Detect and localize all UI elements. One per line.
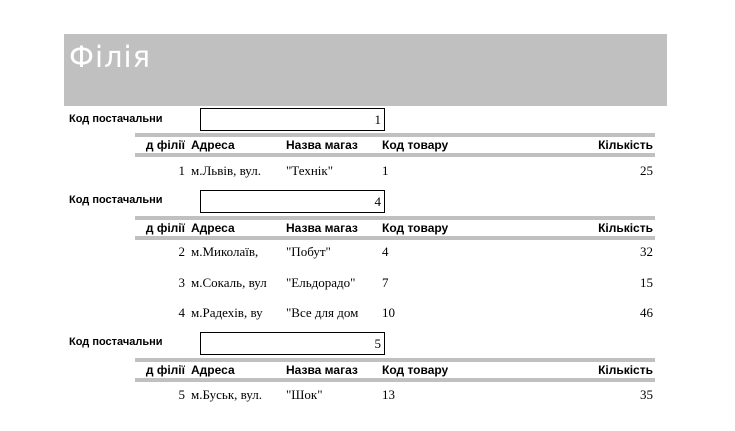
group-label: Код постачальни — [69, 113, 163, 125]
group-label: Код постачальни — [69, 336, 163, 348]
col-header-branch-code: д філії — [145, 363, 185, 377]
column-header-row — [135, 133, 655, 157]
col-header-quantity: Кількість — [598, 363, 653, 377]
cell-shop-name: "Все для дом — [286, 305, 359, 320]
column-header-row — [135, 358, 655, 382]
cell-shop-name: "Шок" — [286, 387, 323, 402]
cell-address: м.Сокаль, вул — [191, 275, 267, 290]
cell-quantity: 32 — [640, 244, 653, 259]
report-title: Філія — [69, 40, 152, 74]
group-label: Код постачальни — [69, 194, 163, 206]
header-bar-bottom — [135, 378, 655, 382]
cell-quantity: 35 — [640, 387, 653, 402]
col-header-shop-name: Назва магаз — [286, 363, 358, 377]
col-header-address: Адреса — [191, 221, 235, 235]
cell-branch-code: 1 — [178, 163, 185, 178]
cell-address: м.Миколаїв, — [191, 244, 259, 259]
cell-quantity: 46 — [640, 305, 653, 320]
col-header-branch-code: д філії — [145, 221, 185, 235]
cell-shop-name: "Побут" — [286, 244, 331, 259]
cell-branch-code: 4 — [178, 305, 185, 320]
cell-address: м.Львів, вул. — [191, 163, 261, 178]
col-header-quantity: Кількість — [598, 138, 653, 152]
supplier-code-box — [200, 108, 385, 131]
cell-quantity: 25 — [640, 163, 653, 178]
supplier-code-box — [200, 332, 385, 355]
col-header-product-code: Код товару — [382, 138, 449, 152]
header-bar-bottom — [135, 236, 655, 240]
supplier-code-value: 5 — [374, 336, 381, 351]
supplier-code-value: 4 — [374, 194, 381, 209]
cell-branch-code: 2 — [178, 244, 185, 259]
cell-quantity: 15 — [640, 275, 653, 290]
cell-product-code: 1 — [382, 163, 389, 178]
cell-product-code: 13 — [382, 387, 395, 402]
col-header-shop-name: Назва магаз — [286, 221, 358, 235]
cell-address: м.Радехів, ву — [191, 305, 263, 320]
cell-address: м.Буськ, вул. — [191, 387, 262, 402]
col-header-product-code: Код товару — [382, 221, 449, 235]
cell-shop-name: "Ельдорадо" — [286, 275, 356, 290]
report-header — [64, 34, 667, 106]
supplier-code-value: 1 — [374, 112, 381, 127]
cell-branch-code: 5 — [178, 387, 185, 402]
cell-shop-name: "Технік" — [286, 163, 334, 178]
cell-branch-code: 3 — [178, 275, 185, 290]
col-header-branch-code: д філії — [145, 138, 185, 152]
col-header-address: Адреса — [191, 363, 235, 377]
cell-product-code: 7 — [382, 275, 389, 290]
col-header-quantity: Кількість — [598, 221, 653, 235]
column-header-row — [135, 216, 655, 240]
header-bar-bottom — [135, 153, 655, 157]
col-header-shop-name: Назва магаз — [286, 138, 358, 152]
cell-product-code: 4 — [382, 244, 389, 259]
supplier-code-box — [200, 190, 385, 213]
col-header-product-code: Код товару — [382, 363, 449, 377]
col-header-address: Адреса — [191, 138, 235, 152]
cell-product-code: 10 — [382, 305, 395, 320]
